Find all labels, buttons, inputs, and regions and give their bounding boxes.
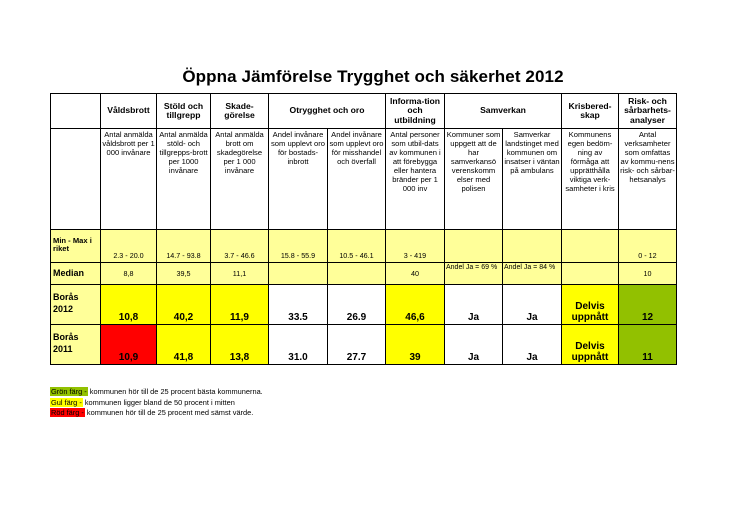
- description-cell: Antal anmälda stöld- och tillgrepps-brott per 1000 invånare: [157, 129, 211, 230]
- description-cell: Samverkar landstinget med kommunen om insatser i väntan på ambulans: [503, 129, 562, 230]
- header-stold: Stöld och tillgrepp: [157, 94, 211, 129]
- value-cell: 27.7: [328, 325, 386, 365]
- description-cell-empty: [51, 129, 101, 230]
- value-cell: Ja: [503, 285, 562, 325]
- header-skadegorelse: Skade-görelse: [211, 94, 269, 129]
- boras-2011-row: [51, 325, 677, 365]
- value-cell: 11: [619, 325, 677, 365]
- row-label-boras-2012: [51, 285, 101, 325]
- legend-text: kommunen hör till de 25 procent med sämst värde.: [84, 408, 254, 417]
- row-label-minmax: Min - Max i riket: [51, 230, 101, 263]
- value-cell: 13,8: [211, 325, 269, 365]
- description-cell: Andel invånare som upplevt oro för bostads-inbrott: [269, 129, 328, 230]
- minmax-cell: 10.5 - 46.1: [328, 230, 386, 263]
- value-cell: Ja: [445, 285, 503, 325]
- description-cell: Antal verksamheter som omfattas av kommu-nens risk- och sårbar-hetsanalys: [619, 129, 677, 230]
- comparison-table: [50, 93, 677, 365]
- value-cell: Delvis uppnått: [562, 325, 619, 365]
- median-row: [51, 263, 677, 285]
- minmax-cell: [503, 230, 562, 263]
- header-information: Informa-tion och utbildning: [386, 94, 445, 129]
- legend-swatch-green: Grön färg -: [51, 387, 87, 396]
- legend-swatch-red: Röd färg -: [51, 408, 84, 417]
- description-cell: Antal personer som utbil-dats av kommunen i att förebygga eller hantera bränder per 1 000 inv: [386, 129, 445, 230]
- value-cell: 11,9: [211, 285, 269, 325]
- value-cell: 41,8: [157, 325, 211, 365]
- header-krisberedskap: Krisbered-skap: [562, 94, 619, 129]
- minmax-cell: 3 - 419: [386, 230, 445, 263]
- header-risk-sarbarhet: Risk- och sårbarhets-analyser: [619, 94, 677, 129]
- description-cell: Kommuner som uppgett att de har samverkansö verenskomm elser med polisen: [445, 129, 503, 230]
- median-cell: 11,1: [211, 263, 269, 285]
- description-cell: Antal anmälda brott om skadegörelse per 1 000 invånare: [211, 129, 269, 230]
- median-cell: 40: [386, 263, 445, 285]
- description-cell: Kommunens egen bedöm-ning av förmåga att upprätthålla viktiga verk-samheter i kris: [562, 129, 619, 230]
- header-valdsbrott: Våldsbrott: [101, 94, 157, 129]
- header-otrygghet: Otrygghet och oro: [269, 94, 386, 129]
- legend-text: kommunen hör till de 25 procent bästa kommunerna.: [87, 387, 263, 396]
- header-cell-empty: [51, 94, 101, 129]
- minmax-cell: 14.7 - 93.8: [157, 230, 211, 263]
- row-label-line: Borås: [53, 332, 79, 343]
- value-cell: 40,2: [157, 285, 211, 325]
- value-cell: Ja: [445, 325, 503, 365]
- header-row: [51, 94, 677, 129]
- minmax-cell: 2.3 - 20.0: [101, 230, 157, 263]
- minmax-cell: 15.8 - 55.9: [269, 230, 328, 263]
- value-cell: 31.0: [269, 325, 328, 365]
- minmax-cell: [562, 230, 619, 263]
- legend-item-green: [50, 387, 263, 398]
- median-cell: [562, 263, 619, 285]
- value-cell: 26.9: [328, 285, 386, 325]
- median-cell: [328, 263, 386, 285]
- value-cell: 10,9: [101, 325, 157, 365]
- legend-swatch-yellow: Gul färg -: [51, 397, 82, 407]
- value-cell: Ja: [503, 325, 562, 365]
- header-samverkan: Samverkan: [445, 94, 562, 129]
- median-cell: [269, 263, 328, 285]
- legend-text: kommunen ligger bland de 50 procent i mitten: [82, 397, 235, 407]
- value-cell: 33.5: [269, 285, 328, 325]
- minmax-cell: 3.7 - 46.6: [211, 230, 269, 263]
- row-label-line: 2012: [53, 304, 74, 314]
- row-label-line: 2011: [53, 344, 73, 354]
- median-cell: 8,8: [101, 263, 157, 285]
- value-cell: 39: [386, 325, 445, 365]
- description-row: [51, 129, 677, 230]
- median-cell-andel: Andel Ja = 69 %: [445, 263, 503, 285]
- minmax-cell: 0 - 12: [619, 230, 677, 263]
- page-title: Öppna Jämförelse Trygghet och säkerhet 2012: [182, 67, 564, 86]
- row-label-median: Median: [51, 263, 101, 285]
- value-cell: 10,8: [101, 285, 157, 325]
- legend-item-red: [50, 408, 263, 419]
- description-cell: Antal anmälda våldsbrott per 1 000 invånare: [101, 129, 157, 230]
- row-label-line: Borås: [53, 292, 79, 303]
- description-cell: Andel invånare som upplevt oro för misshandel och överfall: [328, 129, 386, 230]
- median-cell: 10: [619, 263, 677, 285]
- minmax-cell: [445, 230, 503, 263]
- value-cell: 12: [619, 285, 677, 325]
- value-cell: 46,6: [386, 285, 445, 325]
- median-cell-andel: Andel Ja = 84 %: [503, 263, 562, 285]
- boras-2012-row: [51, 285, 677, 325]
- row-label-boras-2011: [51, 325, 101, 365]
- median-cell: 39,5: [157, 263, 211, 285]
- value-cell: Delvis uppnått: [562, 285, 619, 325]
- minmax-row: [51, 230, 677, 263]
- color-legend: [50, 387, 263, 419]
- legend-item-yellow: [50, 398, 263, 409]
